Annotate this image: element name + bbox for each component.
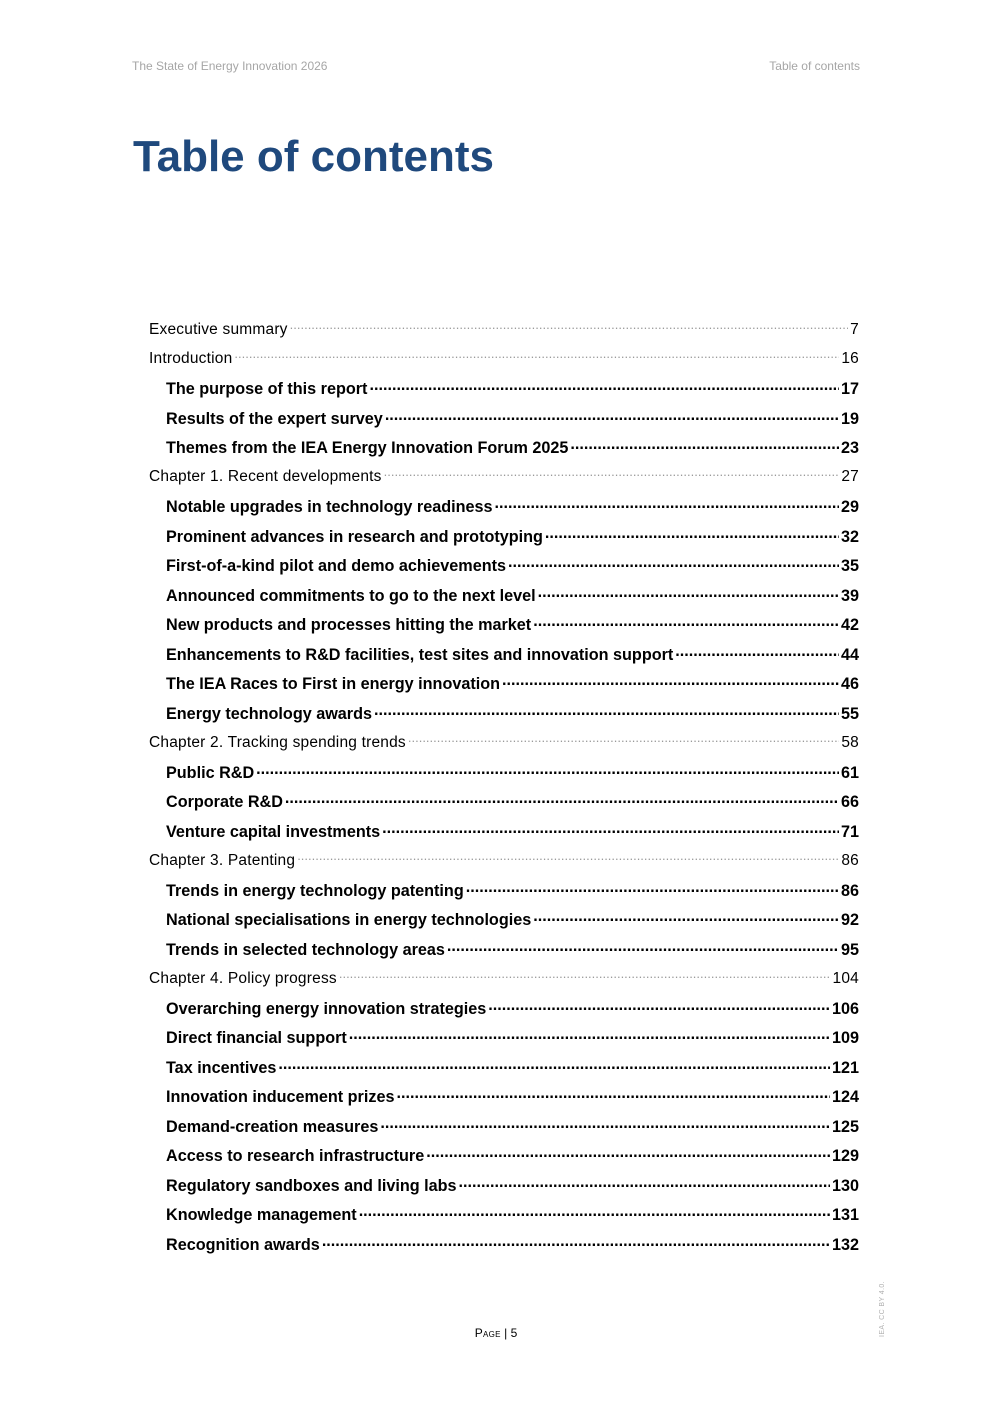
toc-entry-page-number: 27: [841, 468, 859, 485]
toc-entry-label: The purpose of this report: [166, 380, 368, 399]
toc-section-entry[interactable]: [149, 521, 859, 551]
toc-entry-page-number: 61: [840, 763, 859, 782]
toc-dot-leader: [322, 1234, 830, 1250]
page-footer: [0, 1326, 992, 1340]
toc-entry-page-number: 19: [840, 409, 859, 428]
running-header-title: The State of Energy Innovation 2026: [132, 59, 328, 73]
toc-dot-leader: [339, 967, 831, 983]
toc-entry-label: Energy technology awards: [166, 704, 372, 723]
toc-entry-page-number: 129: [831, 1147, 859, 1166]
toc-dot-leader: [380, 1116, 830, 1132]
toc-entry-label: Notable upgrades in technology readiness: [166, 498, 493, 517]
toc-dot-leader: [396, 1086, 830, 1102]
toc-entry-page-number: 71: [840, 822, 859, 841]
toc-entry-page-number: 23: [840, 439, 859, 458]
toc-entry-label: Executive summary: [149, 320, 288, 338]
toc-entry-label: Demand-creation measures: [166, 1117, 379, 1136]
toc-section-entry[interactable]: [149, 639, 859, 669]
toc-dot-leader: [285, 791, 839, 807]
toc-entry-page-number: 109: [831, 1029, 859, 1048]
license-notice: [879, 1273, 893, 1337]
toc-entry-page-number: 29: [840, 498, 859, 517]
toc-entry-page-number: 17: [840, 380, 859, 399]
toc-entry-label: Corporate R&D: [166, 793, 283, 812]
toc-section-entry[interactable]: [149, 1170, 859, 1200]
toc-section-entry[interactable]: [149, 757, 859, 787]
toc-entry-page-number: 55: [840, 704, 859, 723]
toc-entry-label: The IEA Races to First in energy innovation: [166, 675, 501, 694]
toc-section-entry[interactable]: [149, 1229, 859, 1259]
toc-dot-leader: [447, 939, 839, 955]
toc-section-entry[interactable]: [149, 668, 859, 698]
toc-chapter-entry[interactable]: [149, 462, 859, 492]
toc-entry-label: Trends in selected technology areas: [166, 940, 445, 959]
toc-entry-label: Access to research infrastructure: [166, 1147, 425, 1166]
toc-section-entry[interactable]: [149, 609, 859, 639]
toc-dot-leader: [533, 614, 839, 630]
toc-dot-leader: [545, 526, 839, 542]
toc-dot-leader: [369, 378, 839, 394]
toc-dot-leader: [234, 348, 839, 364]
toc-entry-label: Regulatory sandboxes and living labs: [166, 1176, 457, 1195]
footer-separator: |: [500, 1326, 511, 1340]
toc-entry-label: Knowledge management: [166, 1206, 357, 1225]
toc-entry-label: Results of the expert survey: [166, 409, 383, 428]
toc-dot-leader: [256, 762, 839, 778]
toc-entry-label: Prominent advances in research and prototyping: [166, 527, 543, 546]
toc-entry-label: Chapter 4. Policy progress: [149, 969, 337, 987]
toc-chapter-entry[interactable]: [149, 727, 859, 757]
toc-section-entry[interactable]: [149, 432, 859, 462]
toc-entry-label: Overarching energy innovation strategies: [166, 999, 487, 1018]
toc-dot-leader: [508, 555, 839, 571]
toc-entry-page-number: 104: [832, 969, 859, 987]
toc-dot-leader: [459, 1175, 830, 1191]
toc-entry-label: Tax incentives: [166, 1058, 277, 1077]
toc-section-entry[interactable]: [149, 875, 859, 905]
toc-entry-page-number: 132: [831, 1235, 859, 1254]
toc-dot-leader: [538, 585, 839, 601]
toc-entry-page-number: 125: [831, 1117, 859, 1136]
toc-dot-leader: [675, 644, 839, 660]
toc-entry-page-number: 95: [840, 940, 859, 959]
toc-section-entry[interactable]: [149, 816, 859, 846]
toc-entry-page-number: 124: [831, 1088, 859, 1107]
toc-entry-label: Innovation inducement prizes: [166, 1088, 395, 1107]
toc-section-entry[interactable]: [149, 698, 859, 728]
toc-dot-leader: [466, 880, 839, 896]
toc-dot-leader: [349, 1027, 830, 1043]
toc-section-entry[interactable]: [149, 786, 859, 816]
toc-entry-label: Venture capital investments: [166, 822, 381, 841]
toc-entry-page-number: 46: [840, 675, 859, 694]
toc-entry-label: Public R&D: [166, 763, 255, 782]
toc-section-entry[interactable]: [149, 1081, 859, 1111]
toc-dot-leader: [570, 437, 839, 453]
toc-dot-leader: [382, 821, 839, 837]
toc-entry-page-number: 42: [840, 616, 859, 635]
toc-entry-label: New products and processes hitting the market: [166, 616, 532, 635]
toc-chapter-entry[interactable]: [149, 314, 859, 344]
toc-entry-label: Chapter 3. Patenting: [149, 851, 296, 869]
toc-entry-label: Recognition awards: [166, 1235, 320, 1254]
toc-section-entry[interactable]: [149, 1052, 859, 1082]
toc-entry-label: Themes from the IEA Energy Innovation Forum 2025: [166, 439, 569, 458]
toc-section-entry[interactable]: [149, 491, 859, 521]
toc-entry-page-number: 130: [831, 1176, 859, 1195]
toc-entry-label: Chapter 2. Tracking spending trends: [149, 733, 406, 751]
toc-section-entry[interactable]: [149, 403, 859, 433]
toc-entry-page-number: 58: [841, 733, 859, 751]
toc-section-entry[interactable]: [149, 1022, 859, 1052]
toc-section-entry[interactable]: [149, 993, 859, 1023]
toc-dot-leader: [408, 731, 839, 747]
toc-dot-leader: [385, 408, 839, 424]
toc-entry-page-number: 16: [841, 350, 859, 367]
toc-dot-leader: [290, 318, 849, 334]
toc-chapter-entry[interactable]: [149, 845, 859, 875]
toc-dot-leader: [488, 998, 830, 1014]
toc-entry-label: Trends in energy technology patenting: [166, 881, 464, 900]
toc-section-entry[interactable]: [149, 373, 859, 403]
toc-entry-label: National specialisations in energy technologies: [166, 911, 532, 930]
toc-entry-label: Introduction: [149, 350, 233, 367]
toc-entry-page-number: 35: [840, 557, 859, 576]
toc-dot-leader: [384, 466, 840, 482]
toc-entry-label: Announced commitments to go to the next level: [166, 586, 536, 605]
toc-section-entry[interactable]: [149, 580, 859, 610]
toc-dot-leader: [374, 703, 839, 719]
toc-entry-page-number: 92: [840, 911, 859, 930]
table-of-contents: [149, 314, 859, 1258]
toc-dot-leader: [359, 1204, 830, 1220]
toc-entry-page-number: 121: [831, 1058, 859, 1077]
footer-page-word: Page: [474, 1326, 501, 1340]
toc-entry-page-number: 44: [840, 645, 859, 664]
toc-section-entry[interactable]: [149, 1140, 859, 1170]
running-header-section: Table of contents: [769, 59, 860, 73]
toc-entry-page-number: 106: [831, 999, 859, 1018]
toc-entry-page-number: 32: [840, 527, 859, 546]
toc-entry-label: Chapter 1. Recent developments: [149, 468, 382, 485]
toc-section-entry[interactable]: [149, 934, 859, 964]
toc-entry-page-number: 7: [850, 320, 859, 338]
license-text: IEA. CC BY 4.0.: [879, 1280, 886, 1337]
toc-entry-page-number: 86: [841, 851, 859, 869]
toc-section-entry[interactable]: [149, 550, 859, 580]
footer-page-number: 5: [510, 1326, 518, 1340]
toc-section-entry[interactable]: [149, 1111, 859, 1141]
toc-entry-label: Enhancements to R&D facilities, test sites and innovation support: [166, 645, 674, 664]
toc-dot-leader: [297, 849, 839, 865]
toc-section-entry[interactable]: [149, 1199, 859, 1229]
toc-dot-leader: [278, 1057, 830, 1073]
toc-entry-page-number: 39: [840, 586, 859, 605]
toc-dot-leader: [533, 909, 839, 925]
toc-section-entry[interactable]: [149, 904, 859, 934]
toc-dot-leader: [495, 496, 839, 512]
toc-entry-label: First-of-a-kind pilot and demo achievements: [166, 557, 506, 576]
toc-entry-page-number: 131: [831, 1206, 859, 1225]
toc-chapter-entry[interactable]: [149, 963, 859, 993]
toc-dot-leader: [426, 1145, 830, 1161]
toc-entry-page-number: 66: [840, 793, 859, 812]
toc-chapter-entry[interactable]: [149, 344, 859, 374]
toc-dot-leader: [502, 673, 839, 689]
toc-entry-label: Direct financial support: [166, 1029, 347, 1048]
toc-entry-page-number: 86: [840, 881, 859, 900]
page-title: Table of contents: [133, 132, 494, 181]
